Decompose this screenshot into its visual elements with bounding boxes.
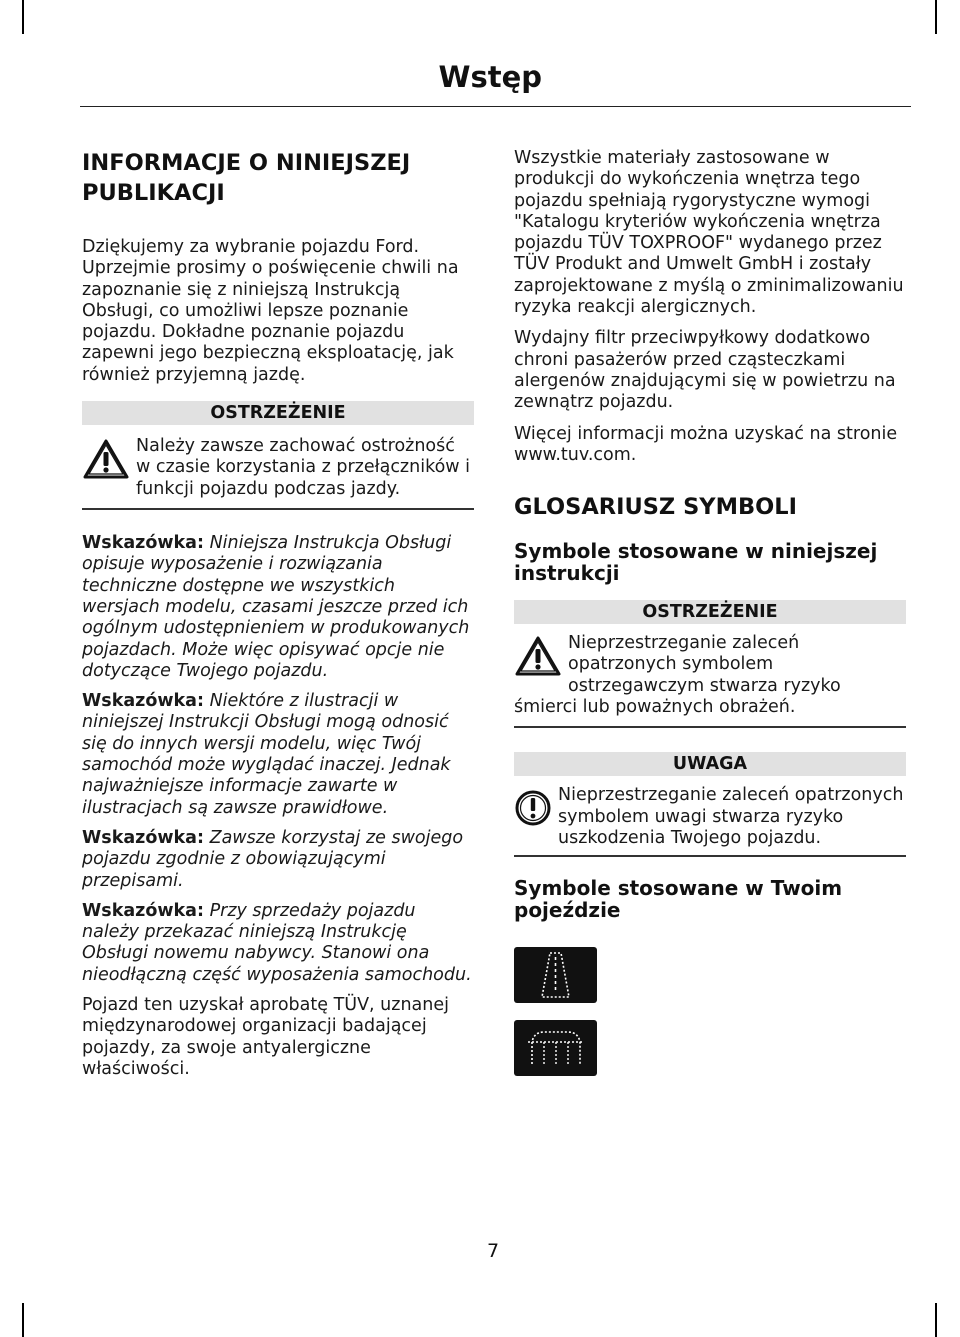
page-title: Wstęp [438,60,542,94]
note-1-label: Wskazówka: [82,533,204,554]
materials-paragraph: Wszystkie materiały zastosowane w produkcji do wykończenia wnętrza tego pojazdu spełniają rygorystyczne wymogi "Katalogu kryteriów wykończenia wnętrza pojazdu TÜV TOXPROOF" wydanego przez TÜV Produkt and Umwelt GmbH i zostały zaprojektowane z myślą o zminimalizowaniu ryzyka reakcji alergicznych. [514,148,904,318]
subheading-manual-symbols: Symbole stosowane w niniejszej instrukcji [514,539,878,586]
warning-box [82,401,474,510]
crop-mark-bottom-left [22,1303,24,1337]
glossary-warning-text: Nieprzestrzeganie zaleceń opatrzonych symbolem ostrzegawczym stwarza ryzyko śmierci lub poważnych obrażeń. [514,633,841,718]
warning-box-body [82,425,474,508]
section-heading-publication: INFORMACJE O NINIEJSZEJ PUBLIKACJI [82,150,411,206]
road-symbol-icon [514,947,597,1003]
crop-mark-top-left [22,0,24,34]
caution-box-body [514,776,906,855]
note-2-label: Wskazówka: [82,691,204,712]
note-2 [82,691,474,819]
left-column [82,140,474,1080]
note-1 [82,533,474,682]
subheading-vehicle-symbols: Symbole stosowane w Twoim pojeździe [514,876,843,923]
note-4-label: Wskazówka: [82,900,204,921]
glossary-heading: GLOSARIUSZ SYMBOLI [514,494,797,521]
filter-paragraph: Wydajny filtr przeciwpyłkowy dodatkowo chroni pasażerów przed cząsteczkami alergenów znajdującymi się w powietrzu na zewnątrz pojazdu. [514,328,896,413]
glossary-warning-title: OSTRZEŻENIE [514,600,906,624]
crop-mark-bottom-right [935,1303,937,1337]
caution-box-rule [514,855,906,857]
warning-triangle-icon [514,635,562,683]
intro-paragraph: Dziękujemy za wybranie pojazdu Ford. Uprzejmie prosimy o poświęcenie chwili na zapoznanie się z niniejszą Instrukcją Obsługi, co umożliwi lepsze poznanie pojazdu. Dokładne poznanie pojazdu zapewni jego bezpieczną eksploatację, jak również przyjemną jazdę. [82,237,459,385]
note-3-label: Wskazówka: [82,827,204,848]
warning-box-text: Należy zawsze zachować ostrożność w czasie korzystania z przełączników i funkcji pojazdu podczas jazdy. [136,436,471,499]
note-4-text: Przy sprzedaży pojazdu należy przekazać niniejszą Instrukcję Obsługi nowemu nabywcy. Stanowi ona nieodłączną część wyposażenia samochodu. [82,900,472,985]
note-2-text: Niektóre z ilustracji w niniejszej Instrukcji Obsługi mogą odnosić się do innych wersji modelu, więc Twój samochód może wyglądać inaczej. Jednak najważniejsze informacje zawarte w ilustracjach są zawsze prawidłowe. [82,691,451,818]
caution-box-title: UWAGA [514,752,906,776]
right-column [514,148,906,1076]
vehicle-front-symbol-icon [514,1020,597,1076]
note-4 [82,901,474,986]
warning-box-rule [82,508,474,510]
glossary-warning-body [514,624,906,726]
tuv-paragraph: Pojazd ten uzyskał aprobatę TÜV, uznanej międzynarodowej organizacji badającej pojazdy, za swoje antyalergiczne właściwości. [82,995,449,1079]
warning-triangle-icon [82,438,130,486]
note-3 [82,828,474,892]
caution-box-text: Nieprzestrzeganie zaleceń opatrzonych symbolem uwagi stwarza ryzyko uszkodzenia Twojego pojazdu. [558,785,904,848]
note-1-text: Niniejsza Instrukcja Obsługi opisuje wyposażenie i rozwiązania techniczne dostępne we wszystkich wersjach modelu, czasami jeszcze przed ich ogólnym udostępnieniem w produkowanych pojazdach. Może więc opisywać opcje nie dotyczące Twojego pojazdu. [82,533,470,681]
glossary-warning-box [514,600,906,728]
caution-exclamation-circle-icon [514,789,552,833]
page-number: 7 [487,1240,500,1262]
crop-mark-top-right [935,0,937,34]
header-rule [80,106,911,107]
caution-box [514,752,906,857]
more-info-paragraph: Więcej informacji można uzyskać na stronie www.tuv.com. [514,423,898,465]
glossary-warning-rule [514,726,906,728]
warning-box-title: OSTRZEŻENIE [82,401,474,425]
note-3-text: Zawsze korzystaj ze swojego pojazdu zgodnie z obowiązującymi przepisami. [82,827,464,891]
